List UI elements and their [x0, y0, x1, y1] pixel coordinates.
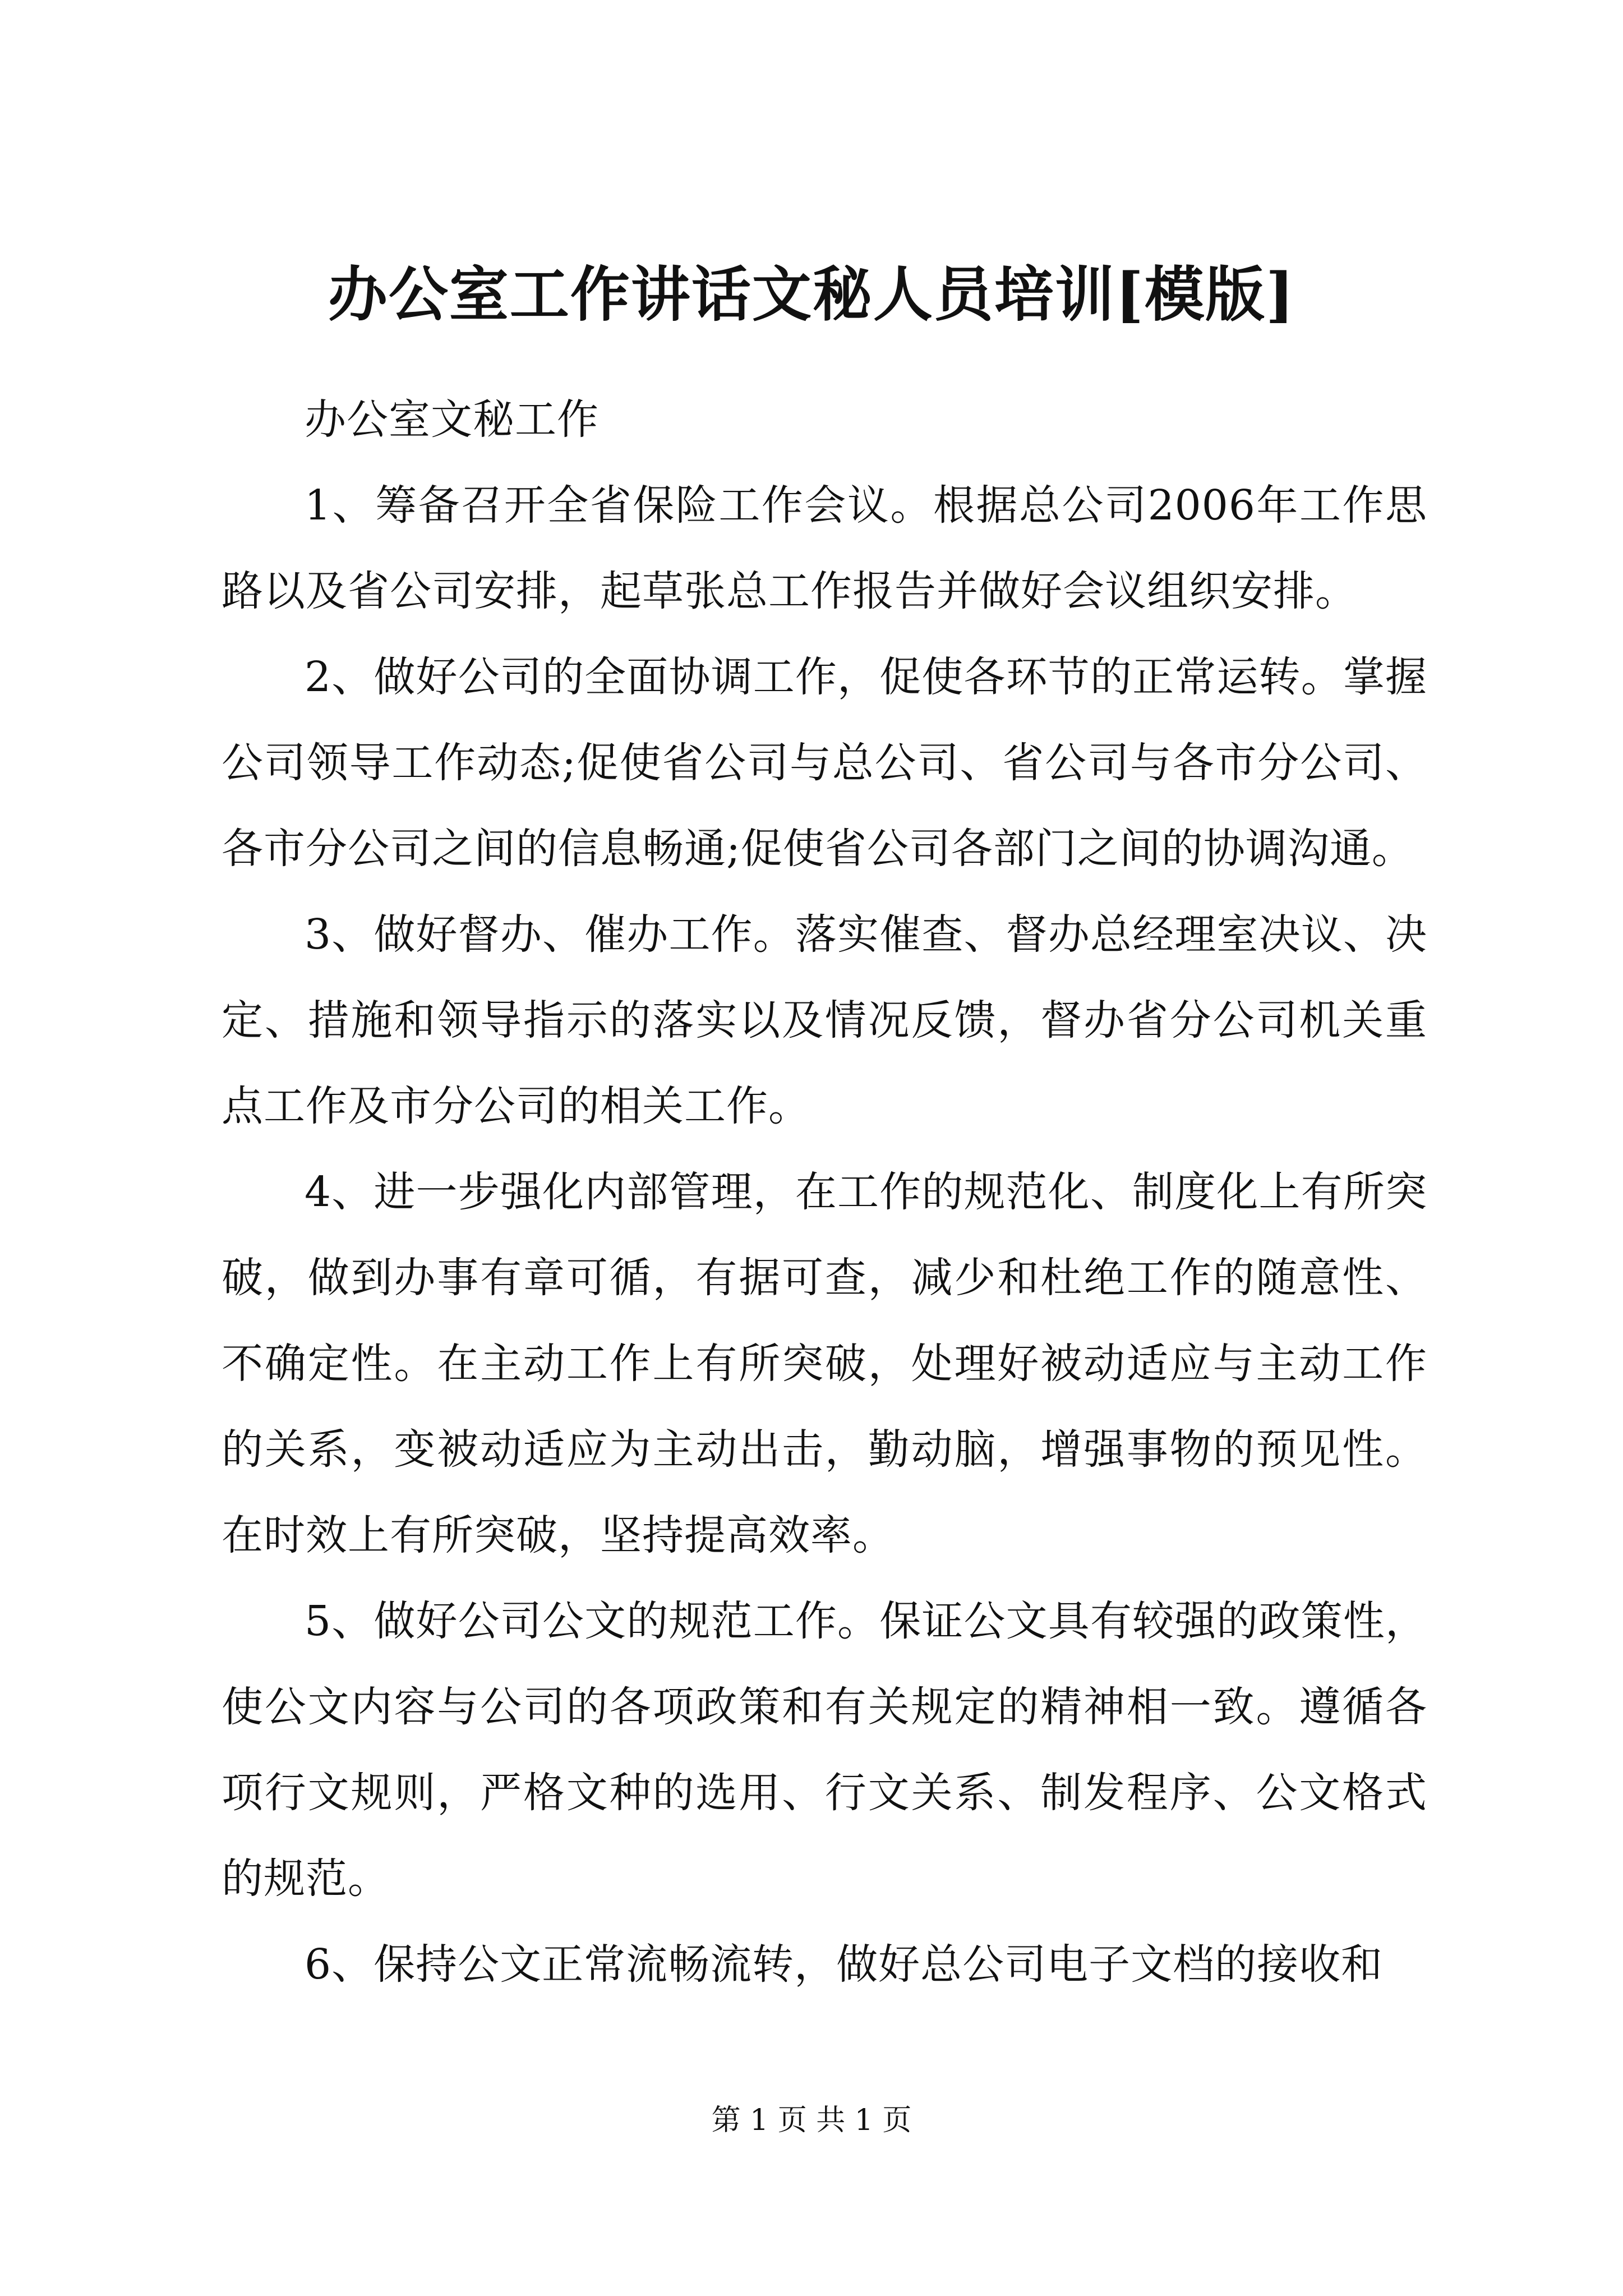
paragraph-item-3: 3、做好督办、催办工作。落实催查、督办总经理室决议、决定、措施和领导指示的落实以及情况反馈，督办省分公司机关重点工作及市分公司的相关工作。	[222, 910, 1427, 1130]
page-footer: 第 1 页 共 1 页	[711, 2104, 912, 2137]
paragraph-item-6: 6、保持公文正常流畅流转，做好总公司电子文档的接收和	[305, 1940, 1384, 1989]
paragraph-item-5: 5、做好公司公文的规范工作。保证公文具有较强的政策性，使公文内容与公司的各项政策和有关规定的精神相一致。遵循各项行文规则，严格文种的选用、行文关系、制发程序、公文格式的规范。	[222, 1597, 1427, 1903]
paragraph-heading: 办公室文秘工作	[305, 395, 599, 444]
paragraph-item-4: 4、进一步强化内部管理，在工作的规范化、制度化上有所突破，做到办事有章可循，有据可查，减少和杜绝工作的随意性、不确定性。在主动工作上有所突破，处理好被动适应与主动工作的关系，变被动适应为主动出击，勤动脑，增强事物的预见性。在时效上有所突破，坚持提高效率。	[222, 1168, 1427, 1559]
document-title: 办公室工作讲话文秘人员培训[模版]	[328, 259, 1295, 329]
document-body	[222, 377, 1427, 2008]
paragraph-item-1: 1、筹备召开全省保险工作会议。根据总公司2006年工作思路以及省公司安排，起草张总工作报告并做好会议组织安排。	[222, 481, 1427, 615]
paragraph-item-2: 2、做好公司的全面协调工作，促使各环节的正常运转。掌握公司领导工作动态;促使省公司与总公司、省公司与各市分公司、各市分公司之间的信息畅通;促使省公司各部门之间的协调沟通。	[222, 653, 1427, 873]
